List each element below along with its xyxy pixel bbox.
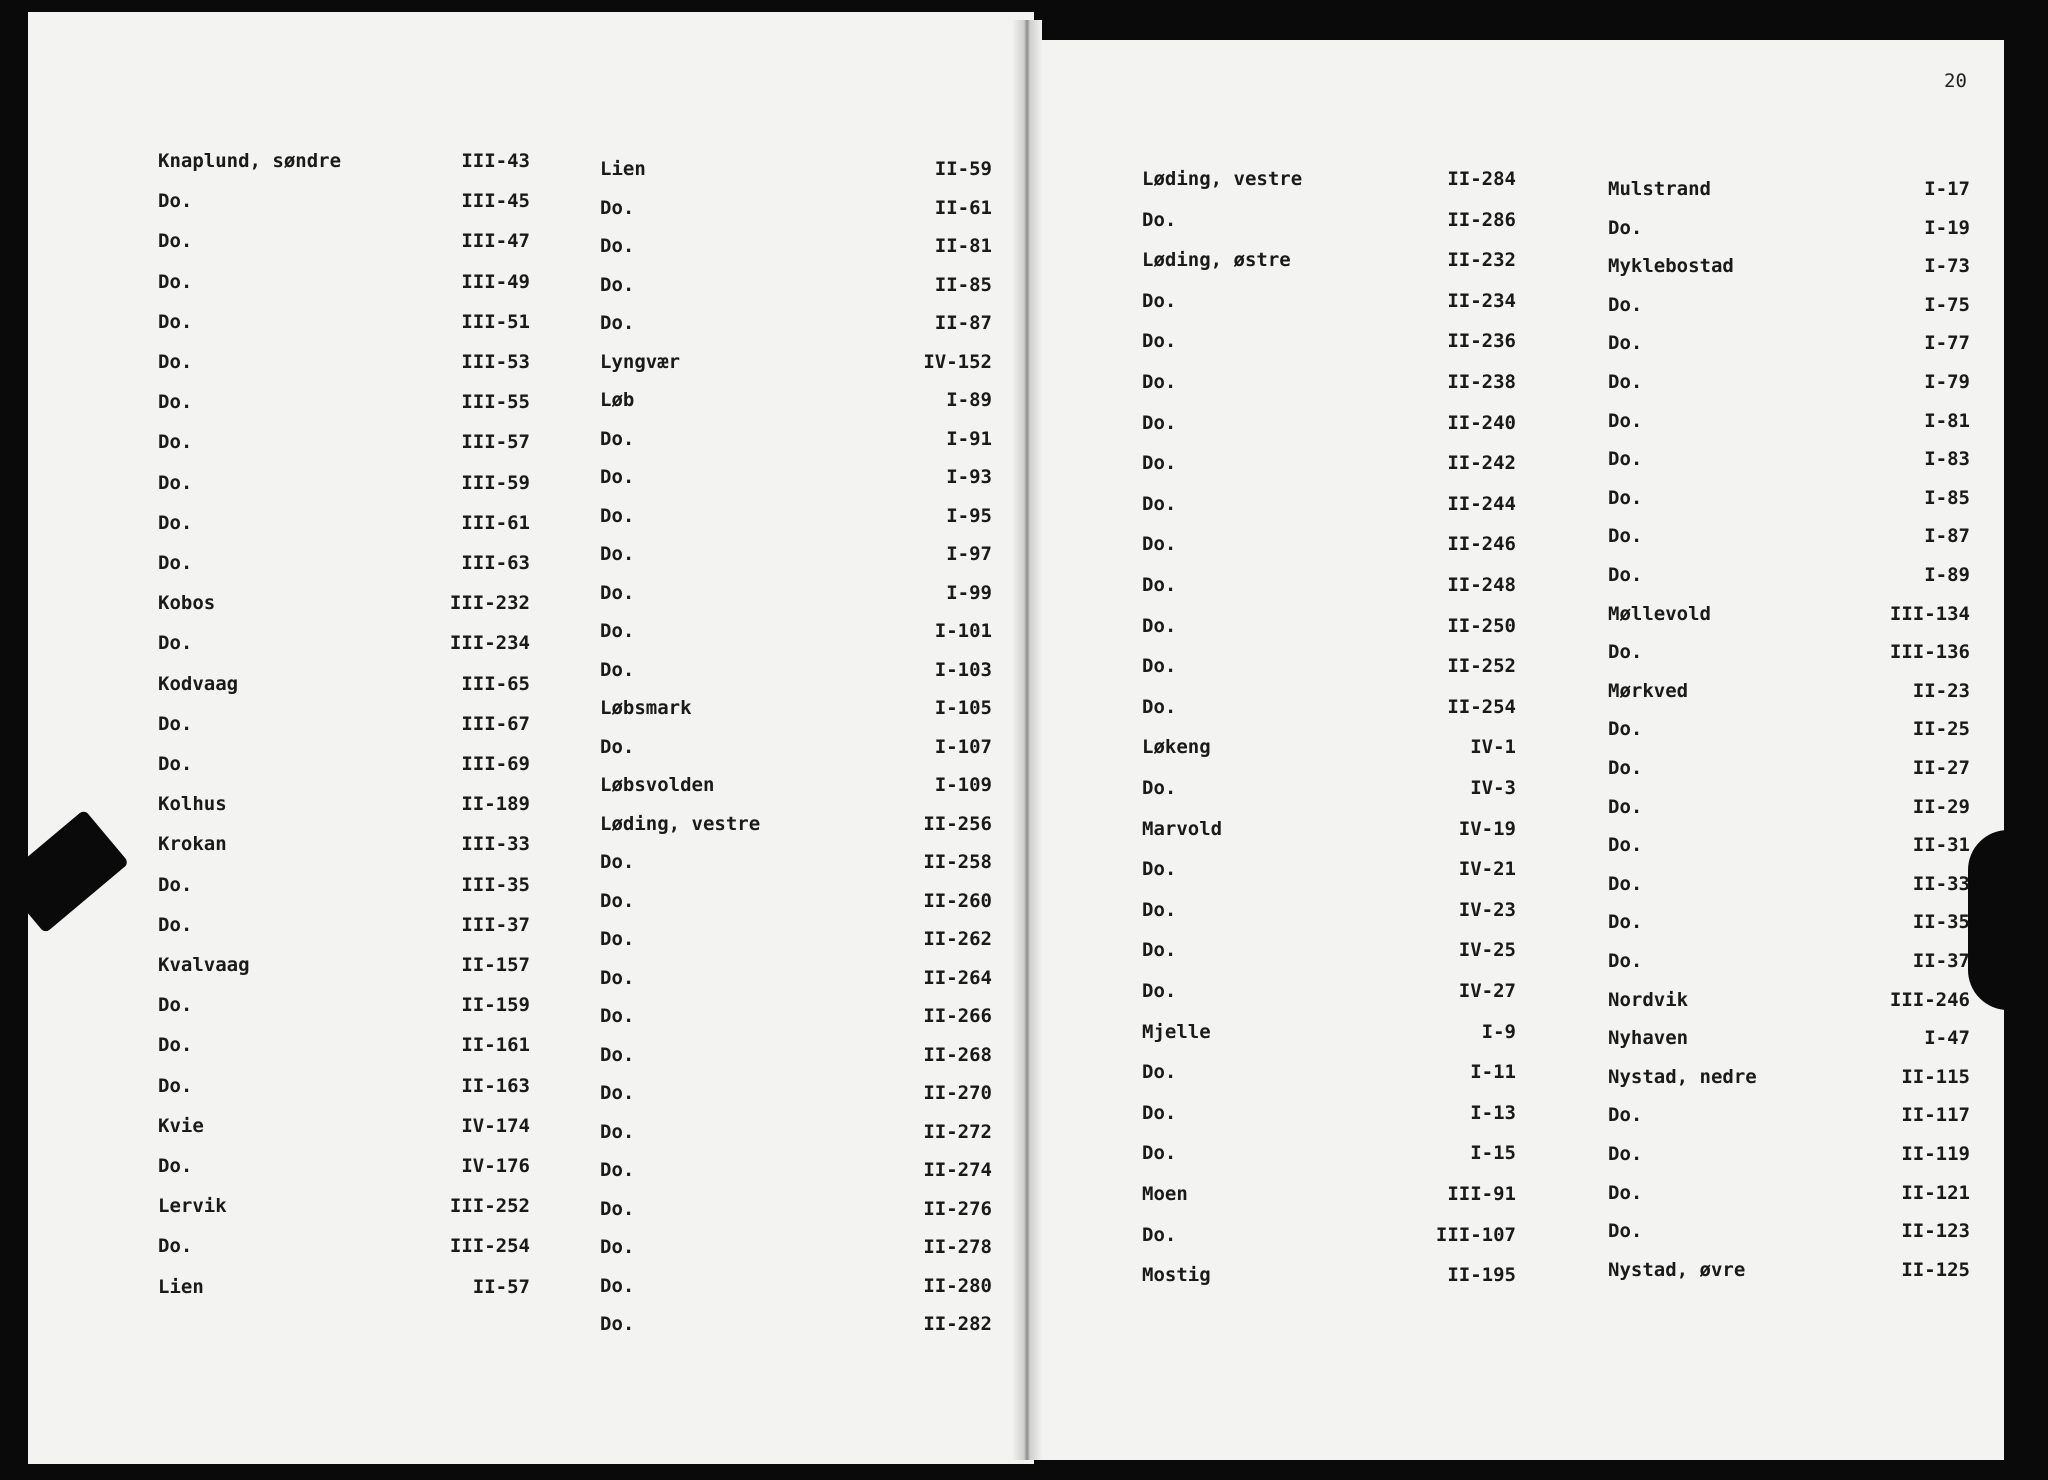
entry-name: Do. — [1142, 289, 1177, 312]
entry-reference: II-31 — [1912, 834, 1970, 857]
entry-name: Do. — [600, 581, 635, 604]
entry-name: Do. — [158, 351, 193, 373]
entry-name: Do. — [1608, 911, 1643, 934]
entry-reference: II-252 — [1447, 655, 1516, 678]
entry-name: Møllevold — [1608, 602, 1711, 625]
entry-reference: III-67 — [461, 712, 530, 735]
entry-reference: II-274 — [923, 1159, 992, 1181]
entry-reference: III-55 — [461, 391, 530, 414]
entry-reference: I-89 — [1924, 564, 1970, 586]
entry-reference: I-107 — [934, 735, 992, 758]
entry-reference: I-11 — [1470, 1061, 1516, 1084]
entry-reference: II-256 — [923, 812, 992, 835]
entry-name: Do. — [600, 1082, 635, 1104]
entry-name: Do. — [600, 1274, 635, 1297]
entry-name: Do. — [600, 1043, 635, 1066]
entry-name: Nyhaven — [1608, 1027, 1689, 1050]
entry-reference: III-57 — [461, 431, 530, 454]
entry-reference: IV-3 — [1470, 777, 1516, 799]
entry-reference: III-37 — [461, 913, 530, 936]
entry-name: Do. — [1608, 1220, 1643, 1243]
entry-reference: II-268 — [923, 1043, 992, 1066]
entry-name: Do. — [158, 913, 193, 936]
entry-name: Do. — [1608, 448, 1643, 471]
entry-name: Do. — [1608, 872, 1643, 895]
entry-name: Do. — [600, 928, 635, 950]
entry-reference: IV-1 — [1470, 736, 1516, 759]
entry-reference: II-125 — [1901, 1258, 1970, 1281]
entry-reference: I-85 — [1924, 486, 1970, 509]
entry-name: Do. — [1142, 777, 1177, 799]
entry-name: Do. — [1608, 293, 1643, 316]
entry-reference: I-77 — [1924, 332, 1970, 355]
entry-name: Løding, østre — [1142, 249, 1291, 272]
entry-name: Do. — [600, 620, 635, 642]
entry-reference: I-75 — [1924, 293, 1970, 316]
entry-name: Do. — [158, 552, 193, 574]
entry-reference: II-59 — [934, 158, 992, 180]
entry-reference: II-238 — [1447, 371, 1516, 393]
entry-name: Do. — [1142, 695, 1177, 718]
entry-reference: I-79 — [1924, 371, 1970, 393]
entry-name: Do. — [158, 873, 193, 896]
entry-reference: III-232 — [449, 592, 530, 615]
entry-name: Løb — [600, 389, 635, 411]
entry-name: Do. — [1142, 330, 1177, 353]
entry-reference: III-59 — [461, 471, 530, 494]
entry-reference: II-25 — [1912, 718, 1970, 741]
entry-name: Do. — [1142, 980, 1177, 1002]
entry-name: Nystad, øvre — [1608, 1258, 1746, 1281]
entry-reference: II-236 — [1447, 330, 1516, 353]
entry-name: Do. — [600, 504, 635, 527]
entry-name: Do. — [158, 310, 193, 333]
entry-name: Do. — [1142, 208, 1177, 231]
entry-reference: IV-174 — [461, 1114, 530, 1137]
entry-name: Do. — [1142, 655, 1177, 678]
entry-reference: III-63 — [461, 552, 530, 574]
entry-reference: II-81 — [934, 235, 992, 257]
entry-reference: III-33 — [461, 833, 530, 856]
entry-name: Do. — [600, 427, 635, 450]
entry-name: Lervik — [158, 1195, 227, 1218]
entry-reference: II-161 — [461, 1034, 530, 1057]
entry-reference: II-159 — [461, 994, 530, 1017]
entry-name: Do. — [1142, 492, 1177, 515]
entry-reference: II-244 — [1447, 492, 1516, 515]
entry-name: Do. — [1608, 641, 1643, 664]
entry-name: Do. — [1608, 757, 1643, 779]
entry-name: Do. — [1142, 452, 1177, 475]
entry-name: Do. — [1142, 1061, 1177, 1084]
entry-reference: II-23 — [1912, 679, 1970, 702]
entry-reference: IV-19 — [1458, 817, 1516, 840]
entry-reference: III-53 — [461, 351, 530, 373]
entry-name: Do. — [600, 312, 635, 334]
entry-name: Do. — [600, 1236, 635, 1258]
entry-name: Do. — [600, 1120, 635, 1143]
entry-name: Do. — [1608, 409, 1643, 432]
entry-name: Do. — [600, 543, 635, 565]
entry-name: Do. — [1608, 564, 1643, 586]
entry-reference: II-282 — [923, 1313, 992, 1335]
entry-reference: III-91 — [1447, 1183, 1516, 1205]
entry-reference: III-47 — [461, 230, 530, 253]
entry-reference: II-258 — [923, 851, 992, 873]
entry-name: Do. — [158, 994, 193, 1017]
entry-name: Mørkved — [1608, 679, 1689, 702]
entry-name: Do. — [158, 270, 193, 293]
entry-reference: I-47 — [1924, 1027, 1970, 1050]
entry-name: Do. — [158, 1074, 193, 1097]
entry-reference: III-234 — [449, 632, 530, 655]
entry-name: Do. — [1608, 371, 1643, 393]
entry-name: Nystad, nedre — [1608, 1065, 1757, 1088]
entry-reference: IV-176 — [461, 1155, 530, 1177]
entry-reference: III-35 — [461, 873, 530, 896]
entry-reference: II-234 — [1447, 289, 1516, 312]
entry-reference: III-136 — [1889, 641, 1970, 664]
entry-reference: II-61 — [934, 196, 992, 219]
entry-name: Do. — [1608, 795, 1643, 818]
entry-reference: II-270 — [923, 1082, 992, 1104]
entry-name: Do. — [600, 1005, 635, 1027]
entry-name: Do. — [600, 235, 635, 257]
entry-reference: II-87 — [934, 312, 992, 334]
entry-reference: III-49 — [461, 270, 530, 293]
entry-reference: I-19 — [1924, 216, 1970, 239]
entry-name: Do. — [600, 735, 635, 758]
entry-name: Do. — [1608, 1104, 1643, 1127]
entry-name: Do. — [1608, 1181, 1643, 1204]
entry-name: Do. — [158, 230, 193, 253]
entry-reference: II-242 — [1447, 452, 1516, 475]
entry-name: Nordvik — [1608, 988, 1689, 1011]
entry-name: Løding, vestre — [600, 812, 761, 835]
entry-reference: II-121 — [1901, 1181, 1970, 1204]
entry-reference: II-57 — [472, 1275, 530, 1298]
entry-name: Do. — [1142, 614, 1177, 637]
entry-reference: III-69 — [461, 753, 530, 775]
entry-name: Do. — [600, 658, 635, 681]
entry-name: Do. — [158, 391, 193, 414]
entry-reference: II-278 — [923, 1236, 992, 1258]
entry-name: Do. — [158, 753, 193, 775]
entry-name: Do. — [1608, 525, 1643, 548]
entry-reference: I-93 — [946, 466, 992, 488]
entry-reference: II-157 — [461, 954, 530, 976]
entry-reference: III-45 — [461, 190, 530, 213]
entry-reference: II-248 — [1447, 574, 1516, 596]
entry-name: Do. — [1142, 411, 1177, 434]
entry-name: Mulstrand — [1608, 178, 1711, 200]
entry-name: Do. — [1142, 1142, 1177, 1165]
entry-name: Do. — [600, 1197, 635, 1220]
entry-reference: IV-27 — [1458, 980, 1516, 1002]
entry-reference: II-232 — [1447, 249, 1516, 272]
entry-reference: II-123 — [1901, 1220, 1970, 1243]
entry-reference: I-87 — [1924, 525, 1970, 548]
entry-name: Kodvaag — [158, 672, 239, 695]
entry-reference: I-101 — [934, 620, 992, 642]
entry-name: Do. — [600, 466, 635, 488]
entry-reference: I-97 — [946, 543, 992, 565]
entry-reference: II-272 — [923, 1120, 992, 1143]
entry-reference: II-195 — [1447, 1264, 1516, 1287]
entry-reference: II-37 — [1912, 950, 1970, 972]
entry-reference: II-85 — [934, 273, 992, 296]
entry-name: Myklebostad — [1608, 255, 1734, 278]
entry-reference: I-17 — [1924, 178, 1970, 200]
page-clip-right — [1968, 830, 2048, 1010]
entry-name: Do. — [1142, 574, 1177, 596]
entry-name: Do. — [158, 712, 193, 735]
entry-name: Do. — [1608, 486, 1643, 509]
entry-name: Mostig — [1142, 1264, 1211, 1287]
entry-reference: I-81 — [1924, 409, 1970, 432]
entry-reference: I-103 — [934, 658, 992, 681]
entry-reference: II-119 — [1901, 1143, 1970, 1165]
entry-reference: II-163 — [461, 1074, 530, 1097]
entry-reference: IV-25 — [1458, 939, 1516, 962]
entry-name: Do. — [158, 471, 193, 494]
entry-name: Lien — [158, 1275, 204, 1298]
entry-name: Do. — [600, 851, 635, 873]
entry-reference: I-109 — [934, 774, 992, 796]
entry-name: Krokan — [158, 833, 227, 856]
entry-reference: II-29 — [1912, 795, 1970, 818]
entry-reference: I-95 — [946, 504, 992, 527]
entry-reference: I-13 — [1470, 1101, 1516, 1124]
entry-reference: II-246 — [1447, 533, 1516, 556]
entry-reference: I-89 — [946, 389, 992, 411]
entry-name: Marvold — [1142, 817, 1223, 840]
entry-reference: I-15 — [1470, 1142, 1516, 1165]
entry-name: Do. — [600, 889, 635, 912]
entry-name: Do. — [158, 511, 193, 534]
entry-reference: I-105 — [934, 697, 992, 719]
entry-reference: II-250 — [1447, 614, 1516, 637]
entry-name: Kvalvaag — [158, 954, 250, 976]
entry-reference: II-264 — [923, 966, 992, 989]
entry-name: Do. — [1142, 898, 1177, 921]
entry-name: Do. — [1608, 718, 1643, 741]
entry-reference: II-262 — [923, 928, 992, 950]
entry-reference: IV-23 — [1458, 898, 1516, 921]
entry-reference: II-266 — [923, 1005, 992, 1027]
entry-name: Do. — [1142, 939, 1177, 962]
entry-name: Kvie — [158, 1114, 204, 1137]
entry-reference: II-240 — [1447, 411, 1516, 434]
entry-reference: I-99 — [946, 581, 992, 604]
entry-reference: III-43 — [461, 150, 530, 172]
entry-reference: III-65 — [461, 672, 530, 695]
entry-reference: II-260 — [923, 889, 992, 912]
entry-reference: II-33 — [1912, 872, 1970, 895]
entry-name: Do. — [600, 1313, 635, 1335]
entry-name: Lien — [600, 158, 646, 180]
entry-name: Do. — [600, 966, 635, 989]
entry-reference: II-280 — [923, 1274, 992, 1297]
entry-reference: II-284 — [1447, 168, 1516, 190]
entry-reference: IV-152 — [923, 350, 992, 373]
entry-name: Løbsvolden — [600, 774, 715, 796]
entry-name: Do. — [1608, 834, 1643, 857]
entry-reference: II-115 — [1901, 1065, 1970, 1088]
entry-reference: II-276 — [923, 1197, 992, 1220]
entry-name: Do. — [1142, 858, 1177, 881]
entry-name: Do. — [1608, 332, 1643, 355]
entry-reference: I-9 — [1481, 1020, 1516, 1043]
entry-name: Do. — [1608, 950, 1643, 972]
entry-name: Do. — [1608, 216, 1643, 239]
entry-name: Do. — [600, 273, 635, 296]
entry-name: Knaplund, søndre — [158, 150, 342, 172]
entry-name: Do. — [158, 431, 193, 454]
entry-reference: IV-21 — [1458, 858, 1516, 881]
entry-reference: II-254 — [1447, 695, 1516, 718]
entry-name: Mjelle — [1142, 1020, 1211, 1043]
entry-name: Do. — [1142, 533, 1177, 556]
entry-name: Kobos — [158, 592, 216, 615]
entry-reference: III-134 — [1889, 602, 1970, 625]
entry-reference: III-246 — [1889, 988, 1970, 1011]
entry-reference: I-83 — [1924, 448, 1970, 471]
entry-reference: II-189 — [461, 793, 530, 816]
entry-reference: III-61 — [461, 511, 530, 534]
entry-name: Løbsmark — [600, 697, 692, 719]
entry-reference: II-35 — [1912, 911, 1970, 934]
entry-name: Do. — [158, 1155, 193, 1177]
entry-name: Do. — [158, 1034, 193, 1057]
entry-name: Do. — [1142, 1101, 1177, 1124]
entry-name: Do. — [1142, 1223, 1177, 1246]
entry-reference: III-107 — [1435, 1223, 1516, 1246]
book-gutter — [1012, 20, 1042, 1460]
entry-reference: III-254 — [449, 1235, 530, 1258]
entry-reference: I-73 — [1924, 255, 1970, 278]
entry-name: Do. — [1608, 1143, 1643, 1165]
entry-name: Kolhus — [158, 793, 227, 816]
entry-reference: III-51 — [461, 310, 530, 333]
entry-reference: I-91 — [946, 427, 992, 450]
entry-name: Lyngvær — [600, 350, 681, 373]
entry-name: Do. — [158, 190, 193, 213]
entry-name: Do. — [158, 632, 193, 655]
entry-name: Moen — [1142, 1183, 1188, 1205]
entry-reference: II-27 — [1912, 757, 1970, 779]
entry-name: Do. — [600, 196, 635, 219]
entry-name: Løding, vestre — [1142, 168, 1303, 190]
entry-name: Do. — [600, 1159, 635, 1181]
page-number: 20 — [1944, 70, 1967, 92]
entry-name: Do. — [1142, 371, 1177, 393]
entry-reference: II-117 — [1901, 1104, 1970, 1127]
entry-reference: II-286 — [1447, 208, 1516, 231]
entry-name: Do. — [158, 1235, 193, 1258]
entry-name: Løkeng — [1142, 736, 1211, 759]
entry-reference: III-252 — [449, 1195, 530, 1218]
